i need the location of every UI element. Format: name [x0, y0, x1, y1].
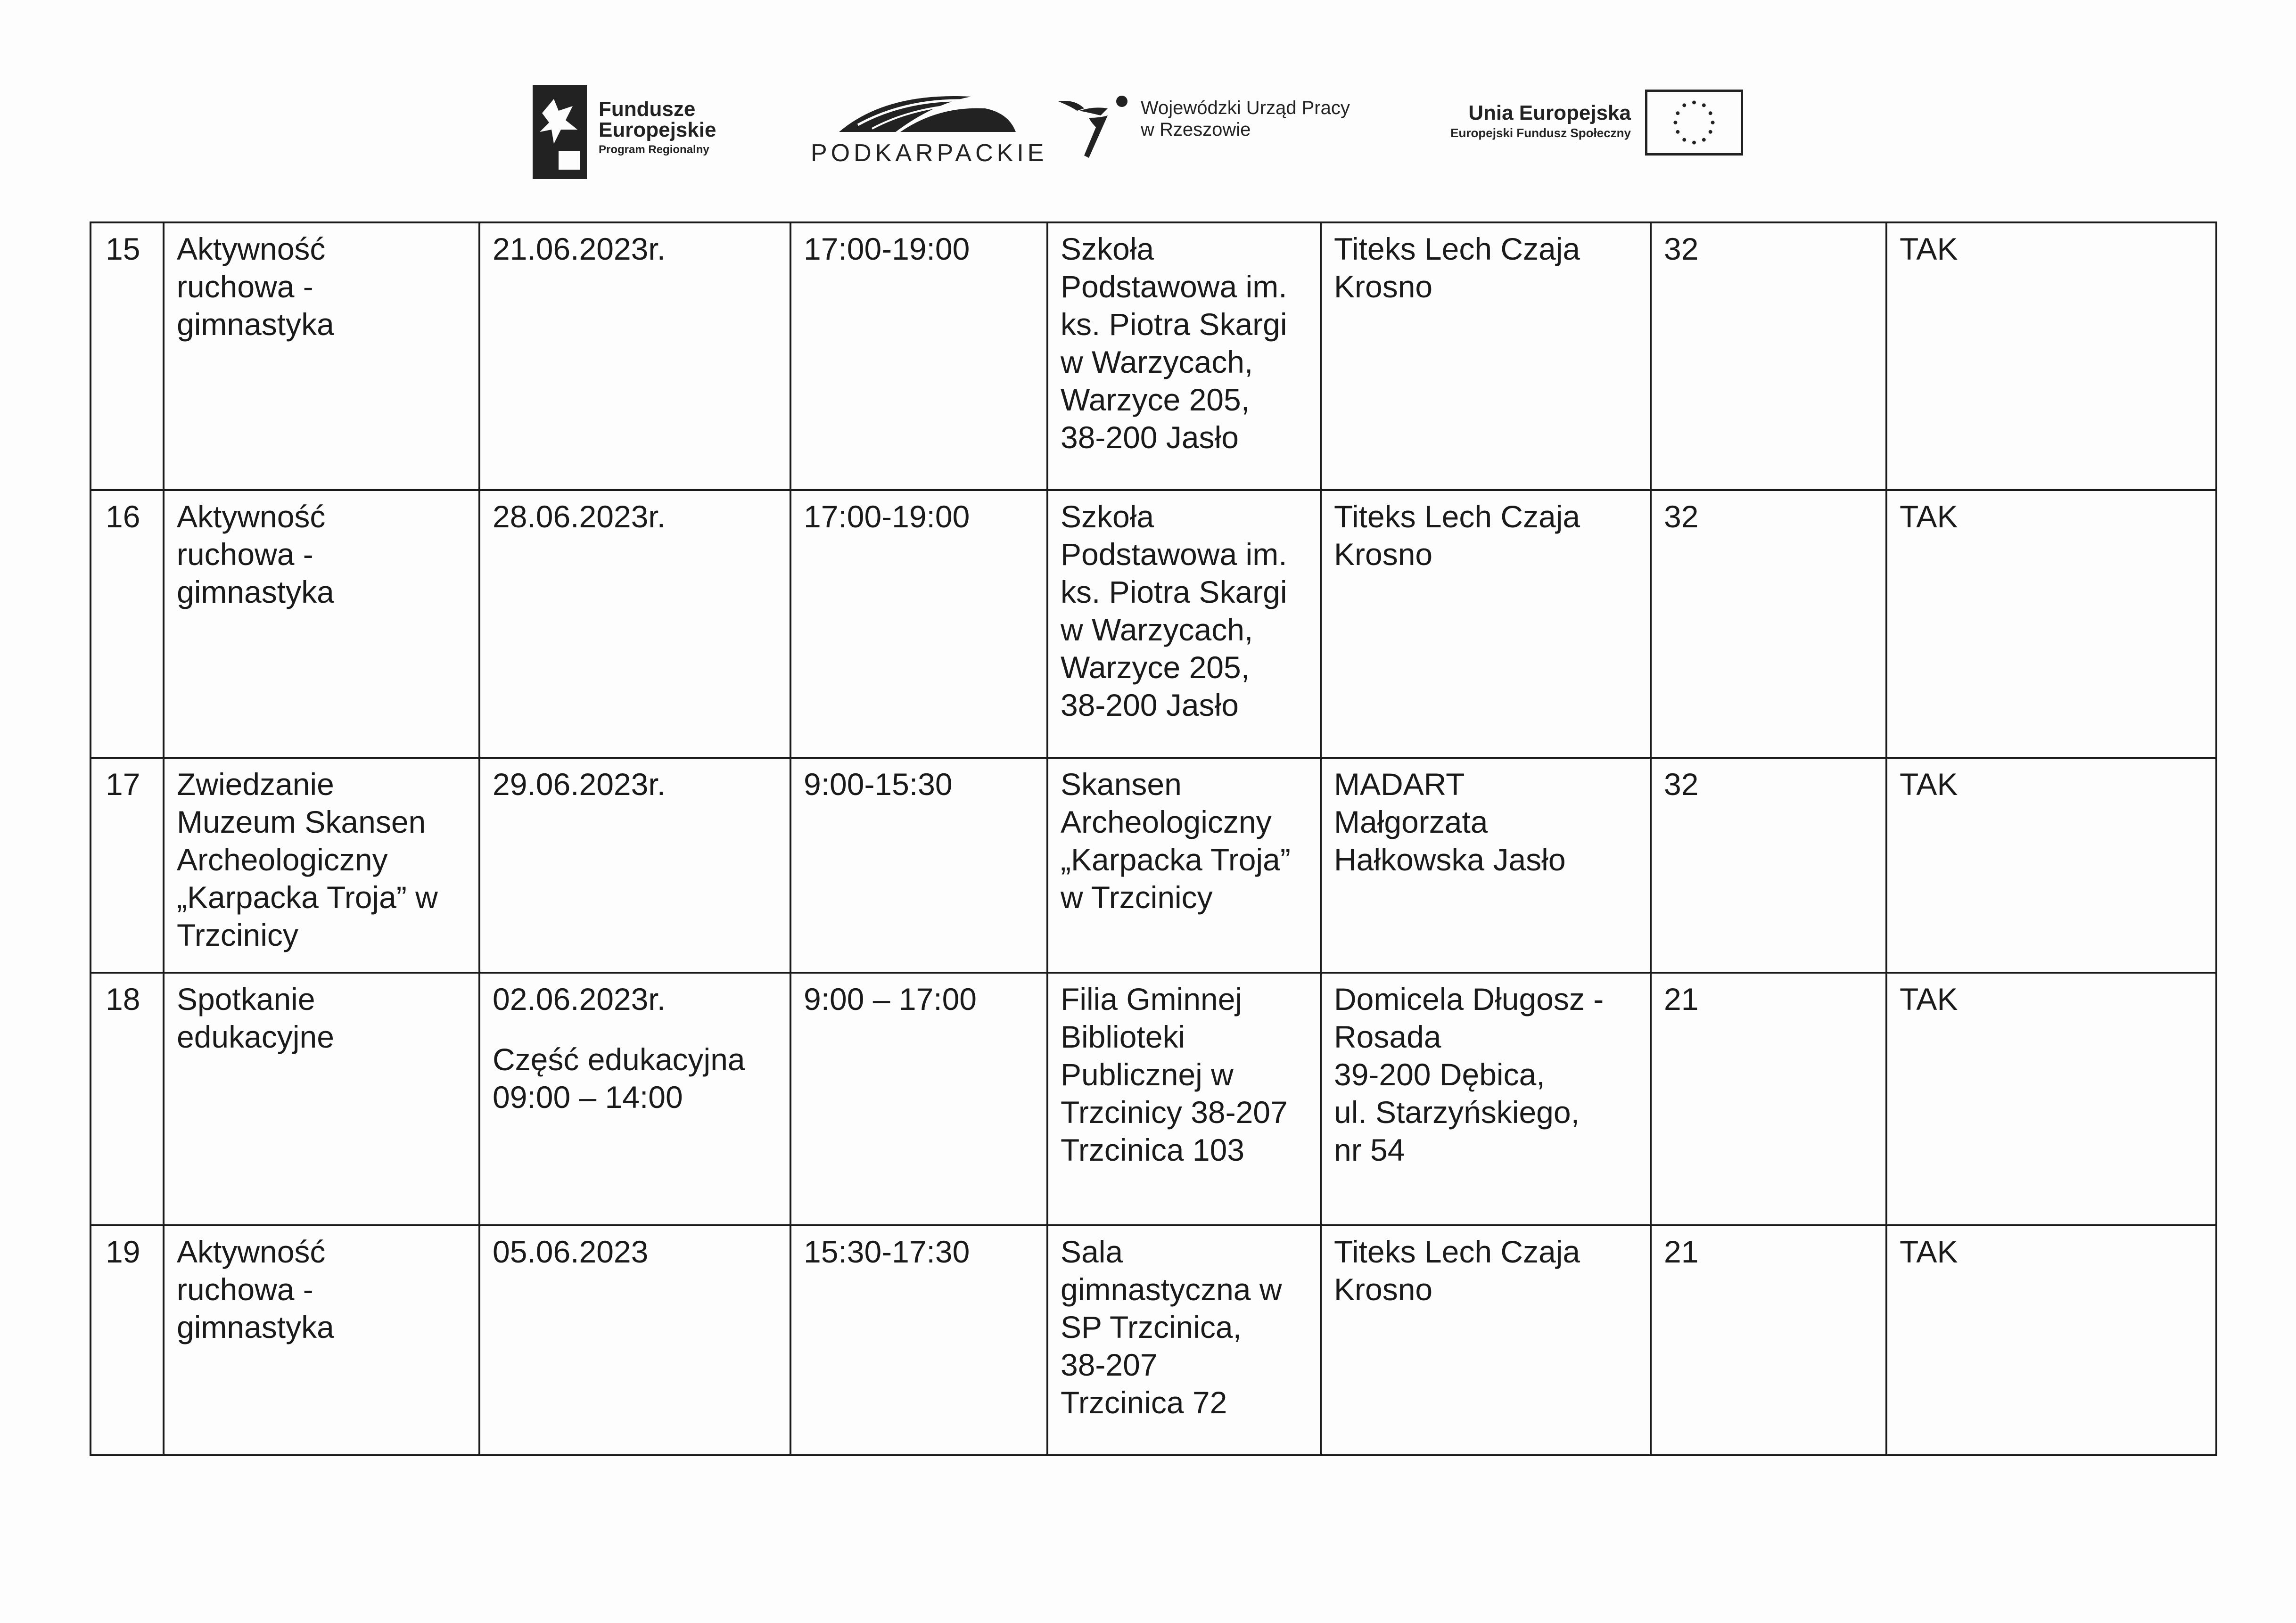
cell-number-value: 15: [106, 231, 140, 266]
cell-status-value: TAK: [1900, 767, 1958, 802]
cell-place-line: w Warzycach,: [1061, 612, 1253, 647]
cell-place: [1047, 222, 1321, 490]
cell-status: [1886, 222, 2216, 490]
podkarpackie-wave-icon: [830, 87, 1018, 134]
cell-activity-line: Aktywność: [177, 499, 326, 534]
cell-provider: [1321, 973, 1651, 1225]
cell-status-value: TAK: [1900, 231, 1958, 266]
cell-activity-line: gimnastyka: [177, 307, 334, 342]
cell-place-line: w Trzcinicy: [1061, 880, 1213, 915]
cell-place-line: Szkoła: [1061, 499, 1154, 534]
podkarpackie-label: PODKARPACKIE: [811, 139, 1048, 167]
cell-provider-line: Rosada: [1334, 1019, 1441, 1054]
cell-place-line: Sala: [1061, 1234, 1123, 1269]
cell-place-line: gimnastyczna w: [1061, 1272, 1282, 1307]
cell-number: [91, 490, 164, 758]
cell-number-value: 17: [106, 767, 140, 802]
cell-number: [91, 1225, 164, 1455]
cell-date: [479, 758, 790, 973]
cell-time-line: 9:00 – 17:00: [804, 982, 977, 1016]
cell-provider-line: Titeks Lech Czaja: [1334, 231, 1580, 266]
podkarpackie-logo: [811, 87, 1048, 177]
cell-place-line: ks. Piotra Skargi: [1061, 574, 1287, 609]
cell-number: [91, 222, 164, 490]
cell-place-line: Publicznej w: [1061, 1057, 1234, 1092]
cell-date-line: 21.06.2023r.: [493, 231, 666, 266]
cell-time: [790, 1225, 1047, 1455]
cell-participants: [1651, 1225, 1886, 1455]
cell-place: [1047, 490, 1321, 758]
cell-place-line: Trzcinica 103: [1061, 1132, 1245, 1167]
cell-provider: [1321, 490, 1651, 758]
cell-number: [91, 973, 164, 1225]
cell-place-line: Archeologiczny: [1061, 804, 1272, 839]
cell-activity-line: gimnastyka: [177, 574, 334, 609]
cell-provider-line: Małgorzata: [1334, 804, 1488, 839]
cell-number: [91, 758, 164, 973]
cell-provider-line: 39-200 Dębica,: [1334, 1057, 1545, 1092]
cell-place-line: Filia Gminnej: [1061, 982, 1243, 1016]
cell-provider-line: ul. Starzyńskiego,: [1334, 1095, 1580, 1130]
schedule-table-wrap: [90, 221, 2215, 1456]
cell-date-extra-line: 09:00 – 14:00: [493, 1080, 683, 1115]
cell-number-value: 19: [106, 1234, 140, 1269]
wup-bird-icon: [1056, 90, 1136, 165]
cell-participants: [1651, 973, 1886, 1225]
cell-status-value: TAK: [1900, 1234, 1958, 1269]
cell-place-line: 38-200 Jasło: [1061, 688, 1239, 722]
cell-date-line: 02.06.2023r.: [493, 982, 666, 1016]
cell-participants-value: 32: [1664, 767, 1699, 802]
spacer: [493, 1018, 777, 1041]
cell-place-line: Warzyce 205,: [1061, 650, 1250, 685]
cell-participants-value: 21: [1664, 982, 1699, 1016]
cell-activity: [164, 222, 479, 490]
cell-participants: [1651, 490, 1886, 758]
cell-provider-line: Titeks Lech Czaja: [1334, 499, 1580, 534]
cell-place-line: Trzcinicy 38-207: [1061, 1095, 1288, 1130]
cell-place-line: SP Trzcinica,: [1061, 1310, 1242, 1344]
cell-activity: [164, 490, 479, 758]
cell-date-extra-line: Część edukacyjna: [493, 1042, 745, 1077]
cell-activity: [164, 1225, 479, 1455]
logo-header: [528, 80, 1763, 184]
table-row: [91, 490, 2216, 758]
fundusze-europejskie-logo: [533, 85, 754, 179]
cell-status: [1886, 973, 2216, 1225]
cell-place-line: „Karpacka Troja”: [1061, 842, 1291, 877]
cell-status: [1886, 490, 2216, 758]
cell-date-line: 05.06.2023: [493, 1234, 649, 1269]
unia-europejska-logo: [1405, 85, 1763, 179]
cell-date: [479, 222, 790, 490]
cell-time: [790, 758, 1047, 973]
cell-date: [479, 973, 790, 1225]
ue-line1: Unia Europejska: [1468, 101, 1631, 124]
cell-activity-line: edukacyjne: [177, 1019, 334, 1054]
cell-place: [1047, 1225, 1321, 1455]
wup-logo: [1056, 85, 1424, 179]
cell-participants: [1651, 222, 1886, 490]
cell-place-line: 38-207: [1061, 1347, 1158, 1382]
cell-activity-line: Trzcinicy: [177, 918, 298, 952]
cell-activity-line: ruchowa -: [177, 1272, 313, 1307]
cell-number-value: 18: [106, 982, 140, 1016]
eu-flag-icon: [1645, 90, 1743, 156]
cell-place-line: Trzcinica 72: [1061, 1385, 1227, 1420]
cell-place-line: Podstawowa im.: [1061, 269, 1287, 304]
fundusze-line1: Fundusze: [599, 98, 696, 121]
cell-place-line: Skansen: [1061, 767, 1182, 802]
cell-activity-line: Aktywność: [177, 1234, 326, 1269]
cell-place-line: Biblioteki: [1061, 1019, 1185, 1054]
cell-place-line: w Warzycach,: [1061, 344, 1253, 379]
cell-provider-line: Domicela Długosz -: [1334, 982, 1604, 1016]
cell-participants-value: 21: [1664, 1234, 1699, 1269]
cell-provider-line: Krosno: [1334, 537, 1433, 572]
fundusze-europejskie-icon: [533, 85, 587, 179]
cell-activity-line: Spotkanie: [177, 982, 315, 1016]
cell-place: [1047, 758, 1321, 973]
table-body: [91, 222, 2216, 1455]
cell-status-value: TAK: [1900, 982, 1958, 1016]
cell-activity-line: gimnastyka: [177, 1310, 334, 1344]
cell-time: [790, 490, 1047, 758]
cell-place-line: 38-200 Jasło: [1061, 420, 1239, 455]
cell-status: [1886, 758, 2216, 973]
cell-time: [790, 973, 1047, 1225]
cell-status: [1886, 1225, 2216, 1455]
schedule-table: [90, 221, 2217, 1456]
wup-line2: w Rzeszowie: [1141, 119, 1251, 140]
cell-time-line: 15:30-17:30: [804, 1234, 970, 1269]
cell-activity-line: ruchowa -: [177, 537, 313, 572]
cell-time-line: 9:00-15:30: [804, 767, 953, 802]
cell-activity-line: ruchowa -: [177, 269, 313, 304]
cell-participants-value: 32: [1664, 499, 1699, 534]
cell-date: [479, 1225, 790, 1455]
cell-place-line: Warzyce 205,: [1061, 382, 1250, 417]
table-row: [91, 758, 2216, 973]
cell-time-line: 17:00-19:00: [804, 231, 970, 266]
wup-line1: Wojewódzki Urząd Pracy: [1141, 98, 1350, 118]
cell-provider-line: Hałkowska Jasło: [1334, 842, 1566, 877]
cell-date: [479, 490, 790, 758]
cell-provider-line: Krosno: [1334, 1272, 1433, 1307]
cell-provider-line: Titeks Lech Czaja: [1334, 1234, 1580, 1269]
cell-activity: [164, 973, 479, 1225]
cell-place-line: Szkoła: [1061, 231, 1154, 266]
table-row: [91, 1225, 2216, 1455]
cell-status-value: TAK: [1900, 499, 1958, 534]
cell-place-line: Podstawowa im.: [1061, 537, 1287, 572]
cell-activity: [164, 758, 479, 973]
cell-activity-line: Aktywność: [177, 231, 326, 266]
cell-activity-line: Archeologiczny: [177, 842, 388, 877]
cell-provider-line: MADART: [1334, 767, 1465, 802]
cell-date-line: 29.06.2023r.: [493, 767, 666, 802]
fundusze-line2: Europejskie: [599, 118, 716, 141]
ue-line2: Europejski Fundusz Społeczny: [1450, 125, 1631, 140]
cell-number-value: 16: [106, 499, 140, 534]
cell-date-line: 28.06.2023r.: [493, 499, 666, 534]
cell-provider: [1321, 758, 1651, 973]
cell-provider-line: Krosno: [1334, 269, 1433, 304]
cell-provider-line: nr 54: [1334, 1132, 1405, 1167]
table-row: [91, 222, 2216, 490]
cell-activity-line: Zwiedzanie: [177, 767, 334, 802]
cell-place: [1047, 973, 1321, 1225]
table-row: [91, 973, 2216, 1225]
cell-activity-line: Muzeum Skansen: [177, 804, 426, 839]
fundusze-line3: Program Regionalny: [599, 143, 709, 156]
cell-time: [790, 222, 1047, 490]
cell-provider: [1321, 1225, 1651, 1455]
cell-provider: [1321, 222, 1651, 490]
cell-participants-value: 32: [1664, 231, 1699, 266]
cell-time-line: 17:00-19:00: [804, 499, 970, 534]
cell-activity-line: „Karpacka Troja” w: [177, 880, 438, 915]
cell-participants: [1651, 758, 1886, 973]
cell-place-line: ks. Piotra Skargi: [1061, 307, 1287, 342]
